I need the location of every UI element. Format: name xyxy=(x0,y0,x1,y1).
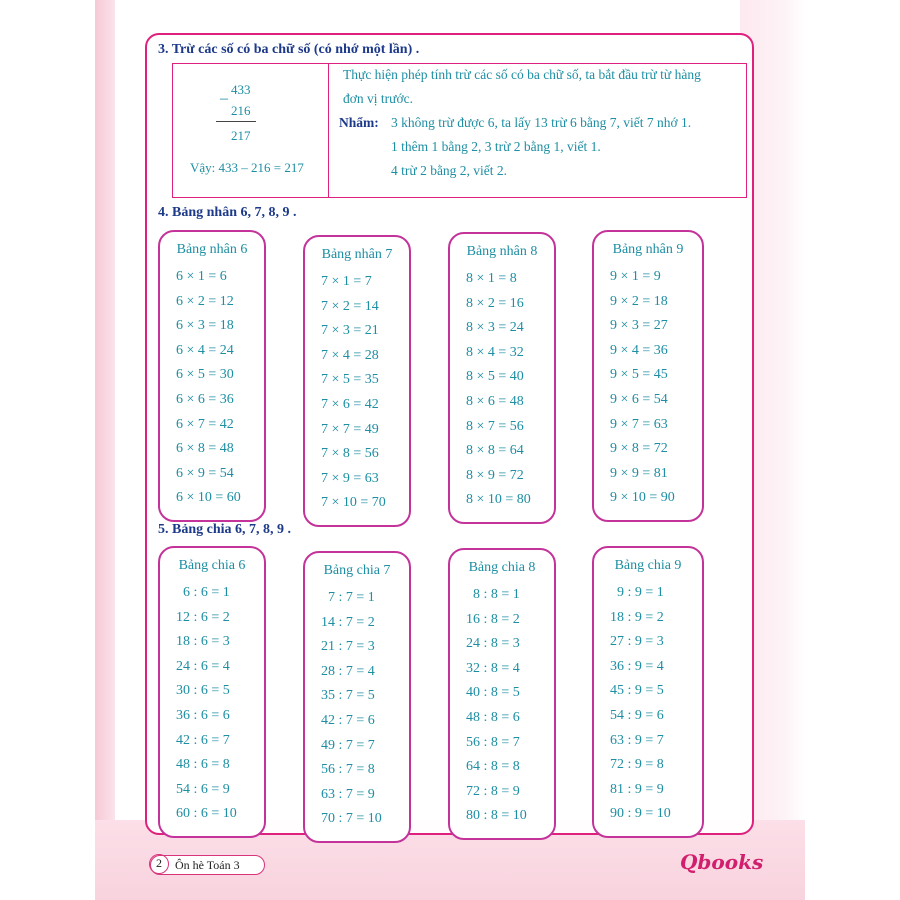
table-row: 24 : 8 = 3 xyxy=(466,636,520,652)
table-row: 54 : 9 = 6 xyxy=(610,708,664,723)
table-row: 32 : 8 = 4 xyxy=(466,660,520,676)
intro-line-1: Thực hiện phép tính trừ các số có ba chữ số, ta bắt đầu trừ từ hàng xyxy=(343,67,701,82)
table-row: 7 × 8 = 56 xyxy=(321,446,379,462)
table-row: 42 : 6 = 7 xyxy=(176,732,230,748)
book-title: Ôn hè Toán 3 xyxy=(175,858,240,872)
table-row: 6 × 3 = 18 xyxy=(176,318,234,334)
table-row: 8 × 2 = 16 xyxy=(466,295,524,311)
table-row: 6 × 1 = 6 xyxy=(176,269,227,284)
table-row: 6 × 10 = 60 xyxy=(176,490,241,506)
table-row: 7 × 6 = 42 xyxy=(321,397,379,412)
table-row: 64 : 8 = 8 xyxy=(466,759,520,775)
table-row: 9 × 2 = 18 xyxy=(610,293,668,309)
table-row: 7 × 7 = 49 xyxy=(321,421,379,437)
section4-card-4 xyxy=(592,230,704,522)
table-row: 16 : 8 = 2 xyxy=(466,611,520,627)
table-row: 8 × 6 = 48 xyxy=(466,394,524,409)
section5-card-2 xyxy=(303,551,411,843)
table-row: 49 : 7 = 7 xyxy=(321,737,375,753)
card-title: Bảng chia 8 xyxy=(468,560,536,575)
card-title: Bảng nhân 7 xyxy=(321,247,393,262)
section4-card-3 xyxy=(448,232,556,524)
table-row: 18 : 9 = 2 xyxy=(610,609,664,625)
table-row: 8 : 8 = 1 xyxy=(466,587,520,602)
section5-heading: 5. Bảng chia 6, 7, 8, 9 . xyxy=(158,522,292,537)
page-number: 2 xyxy=(149,854,169,874)
minuend: 433 xyxy=(231,82,251,97)
table-row: 6 × 7 = 42 xyxy=(176,416,234,432)
table-row: 18 : 6 = 3 xyxy=(176,634,230,650)
table-row: 6 × 9 = 54 xyxy=(176,465,234,481)
table-row: 12 : 6 = 2 xyxy=(176,609,230,625)
card-title: Bảng nhân 9 xyxy=(612,242,684,257)
table-row: 8 × 8 = 64 xyxy=(466,443,524,459)
table-row: 63 : 9 = 7 xyxy=(610,732,664,748)
table-row: 6 × 8 = 48 xyxy=(176,441,234,457)
table-row: 9 × 10 = 90 xyxy=(610,490,675,506)
section5-card-3 xyxy=(448,548,556,840)
table-row: 9 × 9 = 81 xyxy=(610,465,668,481)
table-row: 45 : 9 = 5 xyxy=(610,683,664,699)
table-row: 7 : 7 = 1 xyxy=(321,590,375,605)
table-row: 48 : 8 = 6 xyxy=(466,710,520,725)
left-pink-band xyxy=(95,0,115,900)
nham-label: Nhẩm: xyxy=(339,115,379,130)
table-row: 60 : 6 = 10 xyxy=(176,806,237,822)
card-title: Bảng chia 7 xyxy=(323,563,391,578)
conclusion: Vậy: 433 – 216 = 217 xyxy=(190,160,304,175)
table-row: 9 × 5 = 45 xyxy=(610,367,668,383)
table-row: 42 : 7 = 6 xyxy=(321,713,375,728)
table-row: 7 × 10 = 70 xyxy=(321,495,386,511)
section4-card-2 xyxy=(303,235,411,527)
table-row: 8 × 3 = 24 xyxy=(466,320,524,336)
intro-line-2: đơn vị trước. xyxy=(343,91,413,106)
table-row: 90 : 9 = 10 xyxy=(610,806,671,822)
table-row: 7 × 2 = 14 xyxy=(321,298,379,314)
table-row: 6 × 5 = 30 xyxy=(176,367,234,383)
table-row: 36 : 6 = 6 xyxy=(176,708,230,723)
difference: 217 xyxy=(231,128,251,143)
table-row: 72 : 9 = 8 xyxy=(610,757,664,773)
step-3: 4 trừ 2 bằng 2, viết 2. xyxy=(391,163,508,178)
table-row: 9 × 1 = 9 xyxy=(610,269,661,284)
table-row: 9 × 6 = 54 xyxy=(610,392,668,407)
table-row: 9 : 9 = 1 xyxy=(610,585,664,600)
table-row: 8 × 7 = 56 xyxy=(466,418,524,434)
table-row: 6 × 4 = 24 xyxy=(176,342,234,358)
table-row: 9 × 4 = 36 xyxy=(610,342,668,358)
table-row: 8 × 1 = 8 xyxy=(466,271,517,286)
subtraction-example-box xyxy=(172,63,747,198)
table-row: 30 : 6 = 5 xyxy=(176,683,230,699)
step-2: 1 thêm 1 bằng 2, 3 trừ 2 bằng 1, viết 1. xyxy=(391,139,601,154)
card-title: Bảng nhân 8 xyxy=(466,244,538,259)
card-title: Bảng nhân 6 xyxy=(176,242,248,257)
table-row: 48 : 6 = 8 xyxy=(176,757,230,773)
table-row: 21 : 7 = 3 xyxy=(321,639,375,655)
table-row: 54 : 6 = 9 xyxy=(176,781,230,797)
table-row: 9 × 3 = 27 xyxy=(610,318,668,334)
table-row: 14 : 7 = 2 xyxy=(321,614,375,630)
table-row: 8 × 10 = 80 xyxy=(466,492,531,508)
table-row: 56 : 8 = 7 xyxy=(466,734,520,750)
calc-line xyxy=(216,121,256,122)
table-row: 80 : 8 = 10 xyxy=(466,808,527,824)
table-row: 24 : 6 = 4 xyxy=(176,658,230,674)
table-row: 9 × 8 = 72 xyxy=(610,441,668,457)
table-row: 7 × 3 = 21 xyxy=(321,323,379,339)
card-title: Bảng chia 9 xyxy=(614,558,682,573)
table-row: 8 × 5 = 40 xyxy=(466,369,524,385)
footer-tag xyxy=(150,855,265,875)
table-row: 27 : 9 = 3 xyxy=(610,634,664,650)
table-row: 72 : 8 = 9 xyxy=(466,783,520,799)
table-row: 8 × 4 = 32 xyxy=(466,344,524,360)
table-row: 36 : 9 = 4 xyxy=(610,658,664,674)
section4-heading: 4. Bảng nhân 6, 7, 8, 9 . xyxy=(158,205,297,220)
subtrahend: 216 xyxy=(231,103,251,118)
table-row: 6 : 6 = 1 xyxy=(176,585,230,600)
table-row: 9 × 7 = 63 xyxy=(610,416,668,432)
table-row: 7 × 4 = 28 xyxy=(321,347,379,363)
table-row: 81 : 9 = 9 xyxy=(610,781,664,797)
table-row: 6 × 2 = 12 xyxy=(176,293,234,309)
qbooks-logo: Qbooks xyxy=(680,850,764,874)
table-row: 56 : 7 = 8 xyxy=(321,762,375,778)
minus-sign: – xyxy=(220,90,228,107)
table-row: 40 : 8 = 5 xyxy=(466,685,520,701)
step-1: 3 không trừ được 6, ta lấy 13 trừ 6 bằng 7, viết 7 nhớ 1. xyxy=(391,115,692,130)
box-divider xyxy=(328,64,329,197)
table-row: 7 × 5 = 35 xyxy=(321,372,379,388)
table-row: 28 : 7 = 4 xyxy=(321,663,375,679)
table-row: 7 × 1 = 7 xyxy=(321,274,372,289)
section5-card-4 xyxy=(592,546,704,838)
table-row: 63 : 7 = 9 xyxy=(321,786,375,802)
section3-heading: 3. Trừ các số có ba chữ số (có nhớ một lần) . xyxy=(158,42,420,57)
section4-card-1 xyxy=(158,230,266,522)
section5-card-1 xyxy=(158,546,266,838)
card-title: Bảng chia 6 xyxy=(178,558,246,573)
table-row: 7 × 9 = 63 xyxy=(321,470,379,486)
table-row: 70 : 7 = 10 xyxy=(321,811,382,827)
table-row: 35 : 7 = 5 xyxy=(321,688,375,704)
table-row: 8 × 9 = 72 xyxy=(466,467,524,483)
table-row: 6 × 6 = 36 xyxy=(176,392,234,407)
